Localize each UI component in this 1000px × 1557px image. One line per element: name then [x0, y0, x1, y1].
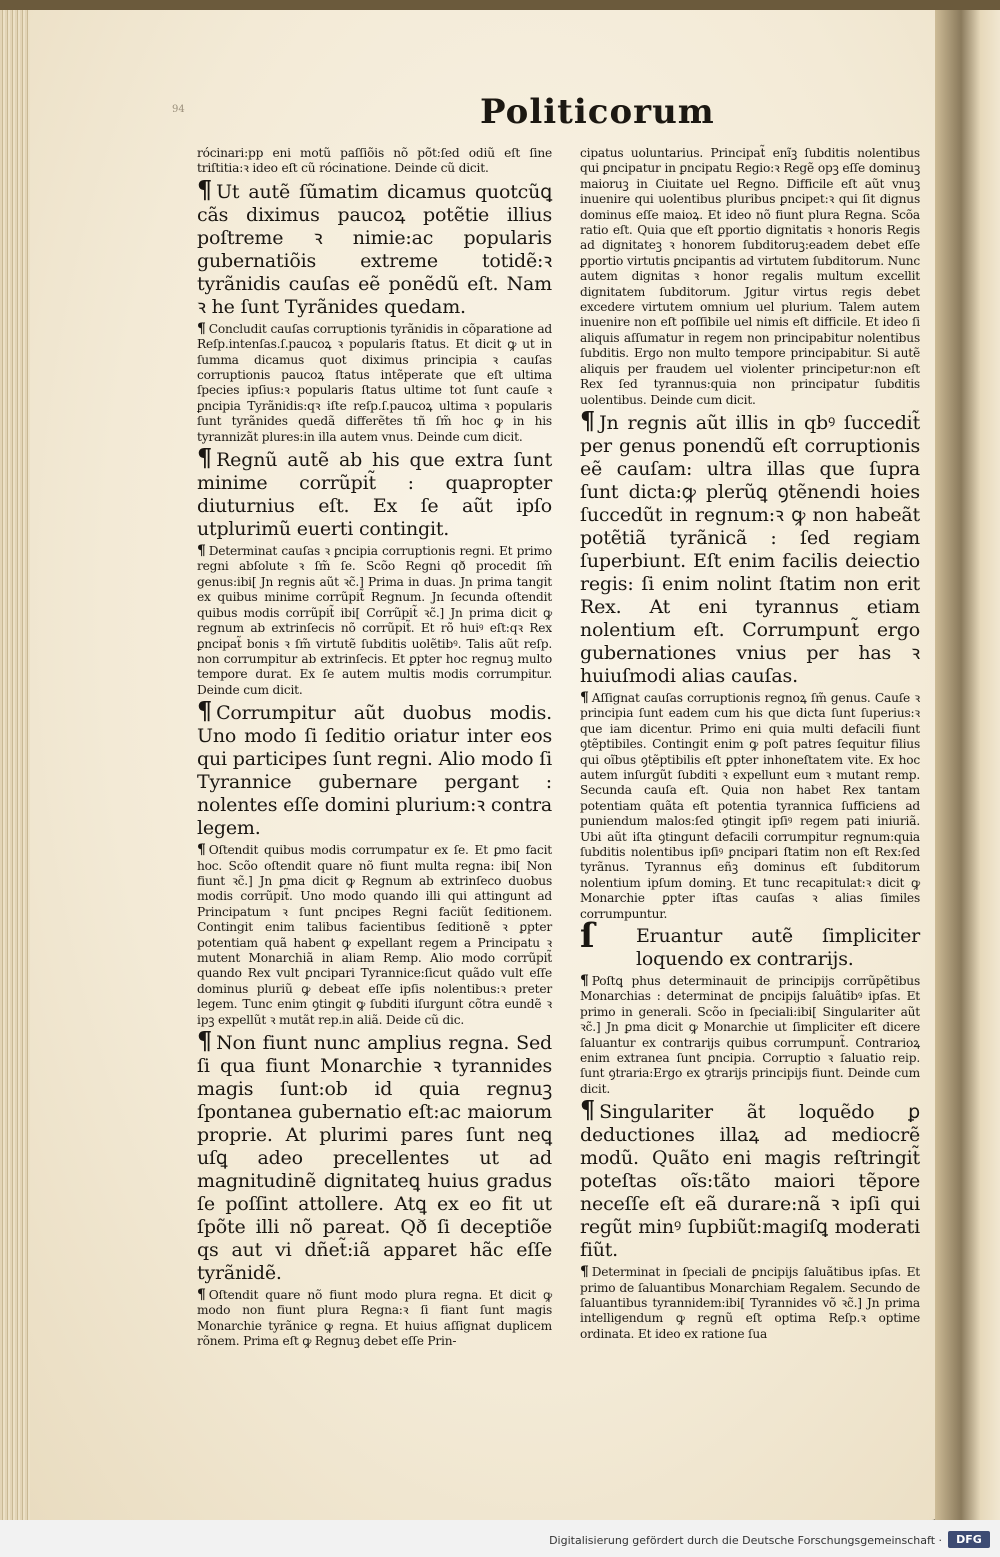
pilcrow-mark: ¶ — [197, 696, 213, 726]
pilcrow-mark: ¶ — [580, 1264, 589, 1281]
pilcrow-mark: ¶ — [197, 174, 213, 204]
paragraph-text: Eruantur autẽ ſimpliciter loquendo ex contrarijs. — [636, 925, 920, 970]
running-head: Politicorum — [480, 92, 715, 132]
paragraph-text: rócinari:pp eni motũ paſſiõis nõ põt:ſed odiũ eſt ſine triſtitia:ꝛ ideo eſt cũ rócinatione. Deinde cũ dicit. — [197, 146, 552, 176]
main-text-paragraph — [197, 696, 552, 840]
main-text-paragraph — [197, 443, 552, 541]
commentary-paragraph — [197, 322, 552, 445]
commentary-paragraph — [580, 146, 920, 408]
pilcrow-mark: ¶ — [580, 405, 596, 435]
pilcrow-mark: ¶ — [197, 543, 206, 560]
paragraph-text: cipatus uoluntarius. Principat̃ enĩꝫ ſubditis nolentibus qui ꝑncipatur in ꝑncipatu Regio:ꝛ Regẽ opꝫ eſſe dominuꝫ maioruꝫ in Ciuitate uel Regno. Difficile eſt aũt vnuꝫ inuenire qui uolentibus pluribus ꝑncipet:ꝛ qui ſit dignus dominus eſſe maioꝝ. Et ideo nõ fiunt plura Regna. Scõa ratio eſt. Quia que eſt ꝑportio dignitatis ꝛ honoris Regis ad dignitateꝫ ꝛ honorem ſubditoruꝫ:eadem debet eſſe ꝑportio virtutis ꝑncipantis ad virtutem ſubditorum. Nunc autem dignitas ꝛ honor regalis multum excellit dignitatem ſubditorum. Jgitur virtus regis debet excedere virtutem omnium uel plurium. Talem autem inuenire non eſt poſſibile uel nimis eſt difficile. Et ideo ſi aliquis aſſumatur in regem non principabitur nolentibus ſubditis. Ergo non multo tempore principabitur. Si autẽ aliquis per fraudem uel violenter principetur:non eſt Rex ſed tyrannus:quia non principatur ſubditis uolentibus. Deinde cum dicit. — [580, 146, 920, 407]
paragraph-text: Corrumpitur aũt duobus modis. Uno modo ſi ſeditio oriatur inter eos qui participes ſunt regni. Alio modo ſi Tyrannice gubernare pergant : nolentes eſſe domini plurium:ꝛ contra legem. — [197, 702, 552, 840]
right-column — [580, 146, 920, 1345]
pilcrow-mark: ¶ — [580, 1095, 596, 1125]
main-text-paragraph — [580, 405, 920, 688]
paragraph-text: Aſſignat cauſas corruptionis regnoꝝ ſm̃ genus. Cauſe ꝛ principia ſunt eadem cum his que dicta ſunt ſuperius:ꝛ que iam dicentur. Primo eni quia multi defacili fiunt ꝯtẽptibiles. Contingit enim ꝙ poſt patres ſequitur filius qui oĩbus ꝯtẽptibilis eſt ꝑpter inhoneſtatem vite. Ex hoc autem inſurgũt ſubditi ꝛ expellunt eum ꝛ mutant remp. Secunda cauſa eſt. Quia non habet Rex tantam potentiam quãta eſt potentia tyrannica ſufficiens ad puniendum malos:ſed ꝯtingit ipſiꝰ regem pati iniuriã. Ubi aũt iſta ꝯtingunt defacili corrumpitur regnum:quia ſubditis nolentibus ipſiꝰ ꝑncipari ſtatim non eſt Rex:ſed tyrãnus. Tyrannus eñꝫ dominus eſt ſubditorum nolentium ipſum dominꝫ. Et tunc recapitulat:ꝛ dicit ꝙ Monarchie ꝑpter iſtas cauſas ꝛ alias ſimiles corrumpuntur. — [580, 690, 920, 921]
paragraph-text: Oſtendit quibus modis corrumpatur ex ſe. Et ꝑmo facit hoc. Scõo oſtendit quare nõ fiunt multa regna: ibi[ Non fiunt ꝛc̃.] Jn ꝑma dicit ꝙ Regnum ab extrinſeco duobus modis corrũpit̃. Uno modo quando illi qui attingunt ad Principatum ꝛ ſunt ꝑncipes Regni faciũt ſeditionem. Contingit enim talibus facientibus ſeditionẽ ꝛ ꝑpter potentiam quã habent ꝙ expellant regem a Principatu ꝛ mutent Monarchiã in aliam Remp. Alio modo corrũpit̃ quando Rex vult ꝑncipari Tyrannice:ſicut quãdo vult eſſe dominus pluriũ ꝙ debeat eſſe ipſis nolentibus:ꝛ preter legem. Tunc enim ꝯtingit ꝙ ſubditi iſurgunt cõtra eundẽ ꝛ ipꝫ expellũt ꝛ mutãt rep.in aliã. Deide cũ dic. — [197, 843, 552, 1027]
folio-number: 94 — [172, 104, 185, 115]
paragraph-text: Singulariter ãt loquẽdo ꝑ deductiones illaꝝ ad mediocrẽ modũ. Quãto eni magis reſtringit̃ poteſtas oĩs:tãto maiori tẽpore neceſſe eſt eã durare:nã ꝛ ipſi qui regũt minꝰ ſupbiũt:magiſꝗ moderati fiũt. — [580, 1101, 920, 1262]
dfg-logo: DFG — [948, 1531, 990, 1548]
left-column — [197, 146, 552, 1353]
main-text-paragraph — [197, 174, 552, 319]
commentary-paragraph — [197, 843, 552, 1028]
paragraph-text: Jn regnis aũt illis in qbꝰ ſuccedit̃ per genus ponendũ eſt corruptionis eẽ cauſam: ultra illas que ſupra ſunt dicta:ꝙ plerũꝗ ꝯtẽnendi hoies ſuccedũt in regnum:ꝛ ꝙ non habeãt potẽtiã tyrãnicã : ſed regiam ſuperbiunt. Eſt enim facilis deiectio regis: ſi enim nolint ſtatim non erit Rex. At eni tyrannus etiam nolentium eſt. Corrumpunt̃ ergo gubernationes vnius per has ꝛ huiuſmodi alias cauſas. — [580, 411, 920, 687]
pilcrow-mark: ¶ — [197, 443, 213, 473]
commentary-paragraph — [197, 544, 552, 698]
initial-paragraph — [580, 916, 920, 971]
pilcrow-mark: ¶ — [197, 1287, 206, 1303]
digitization-credit: Digitalisierung gefördert durch die Deutsche Forschungsgemeinschaft · — [549, 1534, 942, 1547]
main-text-paragraph — [580, 1095, 920, 1262]
commentary-paragraph — [580, 974, 920, 1097]
pilcrow-mark: ¶ — [580, 973, 589, 989]
commentary-paragraph — [197, 146, 552, 177]
paragraph-text: Non fiunt nunc amplius regna. Sed ſi qua fiunt Monarchie ꝛ tyrannides magis ſunt:ob id quia regnuꝫ ſpontanea gubernatio eſt:ac maiorum proprie. At plurimi pares ſunt neꝗ uſꝗ adeo precellentes ut ad magnitudinẽ dignitateꝗ huius gradus ſe poſſint attollere. Atꝗ ex eo fit ut ſpõte illi nõ pareat. Qð ſi deceptiõe qs aut vi dñet̃:iã apparet hãc eſſe tyrãnidẽ. — [197, 1032, 552, 1284]
paragraph-text: Ut autẽ ſũmatim dicamus quotcũꝗ cãs diximus paucoꝝ potẽtie illius poſtreme ꝛ nimie:ac popularis gubernatiõis extreme totidẽ:ꝛ tyrãnidis cauſas eẽ ponẽdũ eſt. Nam ꝛ he ſunt Tyrãnides quedam. — [197, 180, 552, 318]
book-gutter — [935, 0, 1000, 1520]
top-edge-band — [0, 0, 1000, 10]
paragraph-text: Regnũ autẽ ab his que extra ſunt minime corrũpit̃ : quapropter diuturnius eſt. Ex ſe aũt ipſo utplurimũ euerti contingit. — [197, 449, 552, 541]
paragraph-text: Determinat in ſpeciali de ꝑncipijs ſaluãtibus ipſas. Et primo de ſaluantibus Monarchiam Regalem. Secundo de ſaluantibus tyrannidem:ibi[ Tyrannides võ ꝛc̃.] Jn prima intelligendum ꝙ regnũ eſt optima Reſp.ꝛ optime ordinata. Et ideo ex ratione ſua — [580, 1265, 920, 1341]
commentary-paragraph — [580, 691, 920, 922]
pilcrow-mark: ¶ — [197, 842, 206, 859]
paragraph-text: Poſtꝗ phus determinauit de principijs corrũpẽtibus Monarchias : determinat de ꝑncipijs ſaluãtibꝰ ipſas. Et primo in generali. Scõo in ſpeciali:ibi[ Singulariter aũt ꝛc̃.] Jn ꝑma dicit ꝙ Monarchie ut ſimpliciter eſt dicere ſaluantur ex contrarijs quibus corrumpunt̃. Contrarioꝝ enim extranea ſunt ꝑncipia. Corruptio ꝛ ſaluatio reip. ſunt ꝯtraria:Ergo ex ꝯtrarijs principijs fiunt. Deinde cum dicit. — [580, 974, 920, 1096]
paragraph-text: Oſtendit quare nõ fiunt modo plura regna. Et dicit ꝙ modo non fiunt plura Regna:ꝛ ſi fiant ſunt magis Monarchie tyrãnice ꝙ regna. Et huius aſſignat duplicem rõnem. Prima eſt ꝙ Regnuꝫ debet eſſe Prin- — [197, 1288, 552, 1349]
paragraph-text: Determinat cauſas ꝛ ꝑncipia corruptionis regni. Et primo regni abſolute ꝛ ſm̃ ſe. Scõo Regni qð procedit ſm̃ genus:ibi[ Jn regnis aũt ꝛc̃.] Prima in duas. Jn prima tangit ex quibus minime corrũpit̃ Regnum. Jn ſecunda oſtendit quibus modis corrũpit̃ ibi[ Corrũpit̃ ꝛc̃.] Jn prima dicit ꝙ regnum ab extrinſecis nõ corrũpit̃. Et rõ huiꝰ eſt:qꝛ Rex ꝑncipat̃ bonis ꝛ ſm̃ virtutẽ ſubditis uolẽtibꝰ. Talis aũt reſp. non corrumpitur ab extrinſecis. Et ꝑpter hoc regnuꝫ multo tempore durat. Ex ſe autem multis modis corrumpitur. Deinde cum dicit. — [197, 544, 552, 697]
initial-letter: ſ — [580, 916, 595, 956]
commentary-paragraph — [197, 1288, 552, 1350]
pilcrow-mark: ¶ — [580, 689, 589, 706]
pilcrow-mark: ¶ — [197, 320, 206, 337]
commentary-paragraph — [580, 1265, 920, 1342]
paragraph-text: Concludit cauſas corruptionis tyrãnidis in cõparatione ad Reſp.intenſas.ſ.paucoꝝ ꝛ popularis ſtatus. Et dicit ꝙ ut in ſumma dicamus quot diximus principia ꝛ cauſas corruptionis paucoꝝ ſtatus intẽperate que eſt ultima ſpecies ipſius:ꝛ popularis ſtatus ultime tot ſunt cauſe ꝛ ꝑncipia Tyrãnidis:qꝛ iſte reſp.ſ.paucoꝝ ultima ꝛ popularis ſunt tyrãnides quedã differẽtes tñ ſm̃ hoc ꝙ in his tyrannizãt plures:in illa autem vnus. Deinde cum dicit. — [197, 321, 552, 444]
pilcrow-mark: ¶ — [197, 1026, 213, 1055]
main-text-paragraph — [197, 1026, 552, 1285]
